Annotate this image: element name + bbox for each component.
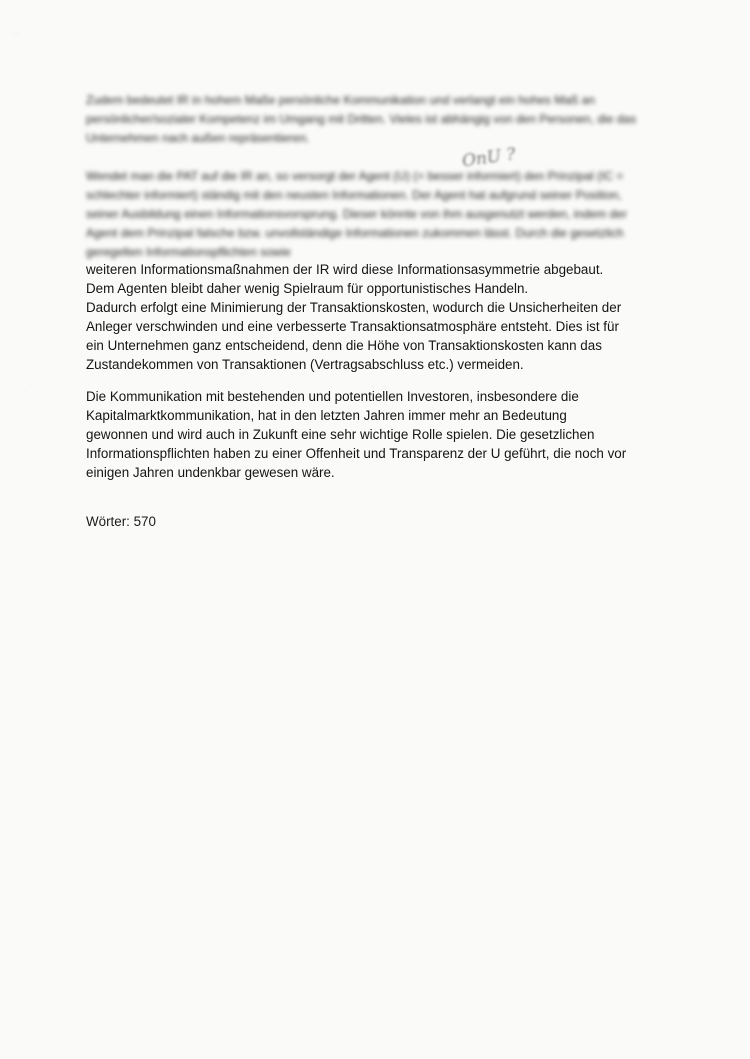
scan-artifact: · [30, 380, 33, 389]
blurred-paragraph-1 [86, 91, 656, 148]
blurred-text: Zudem bedeutet IR in hohem Maße persönliche Kommunikation und verlangt ein hohes Maß an persönlicher/sozialer Kompetenz im Umgang mit Dritten. Vieles ist abhängig von den Personen, die das Unternehmen nach außen repräsentieren. [86, 93, 637, 145]
text-line: weiteren Informationsmaßnahmen der IR wird diese Informationsasymmetrie abgebaut. [86, 262, 604, 277]
paragraph-1 [86, 260, 676, 374]
handwritten-note: OnU ? [460, 144, 517, 172]
text-line: Informationspflichten haben zu einer Offenheit und Transparenz der U geführt, die noch vor [86, 446, 627, 461]
blurred-paragraph-2 [86, 167, 656, 262]
text-line: ein Unternehmen ganz entscheidend, denn die Höhe von Transaktionskosten kann das [86, 338, 602, 353]
word-count: Wörter: 570 [86, 514, 156, 529]
text-line: einigen Jahren undenkbar gewesen wäre. [86, 465, 335, 480]
paragraph-2 [86, 387, 676, 482]
text-line: gewonnen und wird auch in Zukunft eine sehr wichtige Rolle spielen. Die gesetzlichen [86, 427, 595, 442]
text-line: Dadurch erfolgt eine Minimierung der Transaktionskosten, wodurch die Unsicherheiten der [86, 300, 622, 315]
text-line: Die Kommunikation mit bestehenden und potentiellen Investoren, insbesondere die [86, 389, 579, 404]
text-line: Zustandekommen von Transaktionen (Vertragsabschluss etc.) vermeiden. [86, 357, 524, 372]
text-line: Kapitalmarktkommunikation, hat in den letzten Jahren immer mehr an Bedeutung [86, 408, 567, 423]
scan-artifact: · · [12, 30, 20, 39]
text-line: Dem Agenten bleibt daher wenig Spielraum für opportunistisches Handeln. [86, 281, 529, 296]
text-line: Anleger verschwinden und eine verbesserte Transaktionsatmosphäre entsteht. Dies ist für [86, 319, 619, 334]
blurred-text: Wendet man die PAT auf die IR an, so versorgt der Agent (U) (= besser informiert) den Prinzipal (IC = schlechter informiert) ständig mit den neusten Informationen. Der Agent hat aufgrund seiner Position, seiner Ausbildung einen Informationsvorsprung. Dieser könnte von ihm ausgenutzt werden, indem der Agent dem Prinzipal falsche bzw. unvollständige Informationen zukommen lässt. Durch die gesetzlich geregelten Informationspflichten sowie [86, 169, 627, 259]
